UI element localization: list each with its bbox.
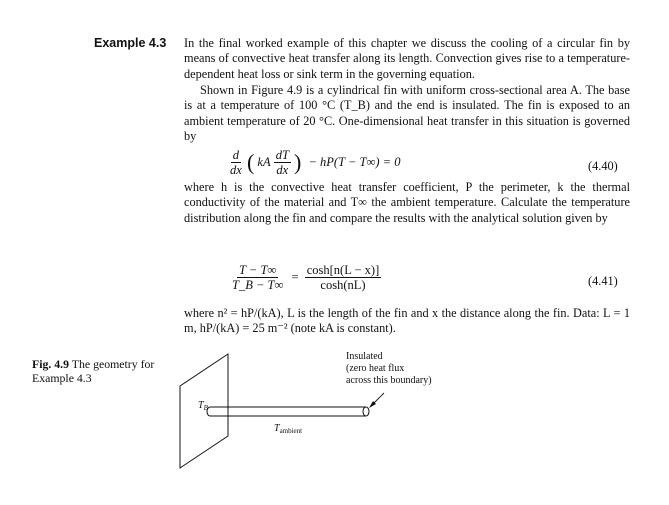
paragraph-where-h: where h is the convective heat transfer coefficient, P the perimeter, k the thermal conductivity of the material and T∞ the ambient temperature. Calculate the temperature distribution along the fin and compare the results with the analytical solution given by	[184, 180, 630, 225]
eq440-d-dx: $\frac{d}{dx}$	[230, 148, 242, 177]
paragraph-intro: In the final worked example of this chapter we discuss the cooling of a circular fin by means of convective heat transfer along its length. Convection gives rise to a temperature-dependent heat loss or sink term in the governing equation.	[184, 36, 630, 81]
label-tb: $T_B$	[198, 400, 208, 412]
equation-4-40: $\frac{d}{dx}$ ( kA $\frac{dT}{dx}$ ) − hP(T − T∞) = 0	[230, 148, 401, 177]
equation-4-41	[230, 263, 381, 292]
insulated-annotation: Insulated (zero heat flux across this boundary)	[346, 351, 432, 386]
eq441-rhs: $\frac{\cosh[n(L - x)]}{\cosh(nL)}$	[306, 263, 380, 292]
fin-end-cap	[363, 407, 369, 416]
eq441-lhs: $\frac{T - T\infty}{T\_B - T\infty}$	[232, 263, 284, 292]
eq441-equals: =	[291, 270, 299, 284]
paragraph-data: where n² = hP/(kA), L is the length of the fin and x the distance along the fin. Data: L = 1 m, hP/(kA) = 25 m⁻² (note kA is constant).	[184, 306, 630, 336]
eq440-dT-dx: $\frac{dT}{dx}$	[275, 148, 289, 177]
eq440-rest: − hP(T − T∞) = 0	[308, 155, 401, 169]
label-ambient: $T_{ambient}$	[274, 423, 303, 435]
paragraph-setup: Shown in Figure 4.9 is a cylindrical fin with uniform cross-sectional area A. The base is at a temperature of 100 °C (T_B) and the end is insulated. The fin is exposed to an ambient temperature of 20 °C. One-dimensional heat transfer in this situation is governed by	[184, 83, 630, 144]
figure-caption	[32, 357, 172, 385]
figure-caption-text: The geometry for Example 4.3	[32, 357, 155, 385]
equation-number-4-41: (4.41)	[588, 274, 618, 288]
eq440-kA: kA	[257, 155, 271, 169]
equation-number-4-40: (4.40)	[588, 159, 618, 173]
example-label: Example 4.3	[94, 36, 167, 50]
figure-caption-label: Fig. 4.9	[32, 357, 70, 371]
